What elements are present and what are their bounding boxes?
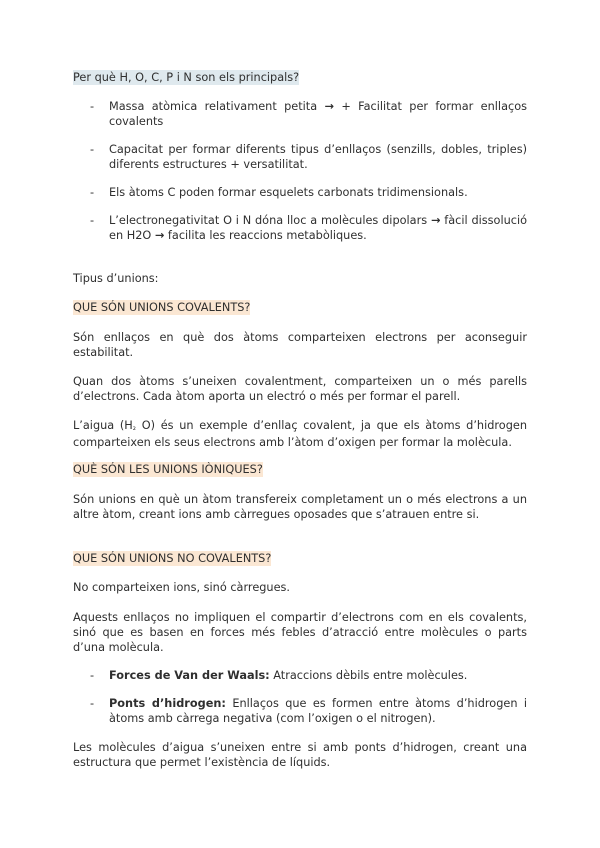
list-item xyxy=(73,668,527,683)
covalents-p1: Són enllaços en què dos àtoms comparteixen electrons per aconseguir estabilitat. xyxy=(73,331,527,359)
arrow-icon: → xyxy=(430,214,441,227)
covalents-title: QUE SÓN UNIONS COVALENTS? xyxy=(73,301,251,314)
nocovalents-p1: No comparteixen ions, sinó càrregues. xyxy=(73,581,291,594)
section1-list xyxy=(73,99,527,243)
p3-text: L’aigua (H xyxy=(73,419,133,432)
subscript: ₂ xyxy=(132,423,137,432)
nocovalents-title-line xyxy=(73,551,527,566)
section1-title: Per què H, O, C, P i N son els principals? xyxy=(73,71,300,84)
list-item xyxy=(73,185,527,200)
item-text: Els àtoms C poden formar esquelets carbonats tridimensionals. xyxy=(109,186,468,199)
section1-title-line xyxy=(73,70,527,85)
ioniques-title: QUÈ SÓN LES UNIONS IÒNIQUES? xyxy=(73,463,263,476)
arrow-icon: → xyxy=(154,229,165,242)
nocovalents-title: QUE SÓN UNIONS NO COVALENTS? xyxy=(73,552,272,565)
p3-text: O) és un exemple d’enllaç covalent, ja que els àtoms d’hidrogen comparteixen els seus electrons amb l’àtom d’oxigen per formar la molècula. xyxy=(73,419,527,449)
term: Ponts d’hidrogen: xyxy=(109,697,226,710)
item-text: Atraccions dèbils entre molècules. xyxy=(269,669,468,682)
ioniques-title-line xyxy=(73,462,527,477)
item-text: fàcil dissolució en H2O xyxy=(109,214,528,242)
covalents-p2: Quan dos àtoms s’uneixen covalentment, comparteixen un o més parells d’electrons. Cada àtom aporta un electró o més per formar el parell. xyxy=(73,375,527,403)
covalents-title-line xyxy=(73,300,527,315)
item-text: facilita les reaccions metabòliques. xyxy=(164,229,367,242)
list-item xyxy=(73,213,527,243)
list-item xyxy=(73,696,527,726)
nocovalents-p3: Les molècules d’aigua s’uneixen entre si amb ponts d’hidrogen, creant una estructura que permet l’existència de líquids. xyxy=(73,741,527,769)
document-body xyxy=(73,70,527,770)
nocovalents-p2: Aquests enllaços no impliquen el compartir d’electrons com en els covalents, sinó que es basen en forces més febles d’atracció entre molècules o parts d’una molècula. xyxy=(73,611,527,654)
item-text: Capacitat per formar diferents tipus d’enllaços (senzills, dobles, triples) diferents estructures + versatilitat. xyxy=(109,143,527,171)
list-item xyxy=(73,99,527,129)
tipus-label: Tipus d’unions: xyxy=(73,272,159,285)
item-text: Massa atòmica relativament petita xyxy=(109,100,325,113)
covalents-p3 xyxy=(73,418,527,450)
arrow-icon: → xyxy=(324,100,334,113)
item-text: + Facilitat per formar enllaços covalents xyxy=(109,100,527,128)
nocovalents-list xyxy=(73,668,527,726)
ioniques-p1: Són unions en què un àtom transfereix completament un o més electrons a un altre àtom, creant ions amb càrregues oposades que s’atrauen entre si. xyxy=(73,493,527,521)
list-item xyxy=(73,142,527,172)
item-text: Enllaços que es formen entre àtoms d’hidrogen i àtoms amb càrrega negativa (com l’oxigen o el nitrogen). xyxy=(109,697,527,725)
item-text: L’electronegativitat O i N dóna lloc a molècules dipolars xyxy=(109,214,431,227)
term: Forces de Van der Waals: xyxy=(109,669,270,682)
